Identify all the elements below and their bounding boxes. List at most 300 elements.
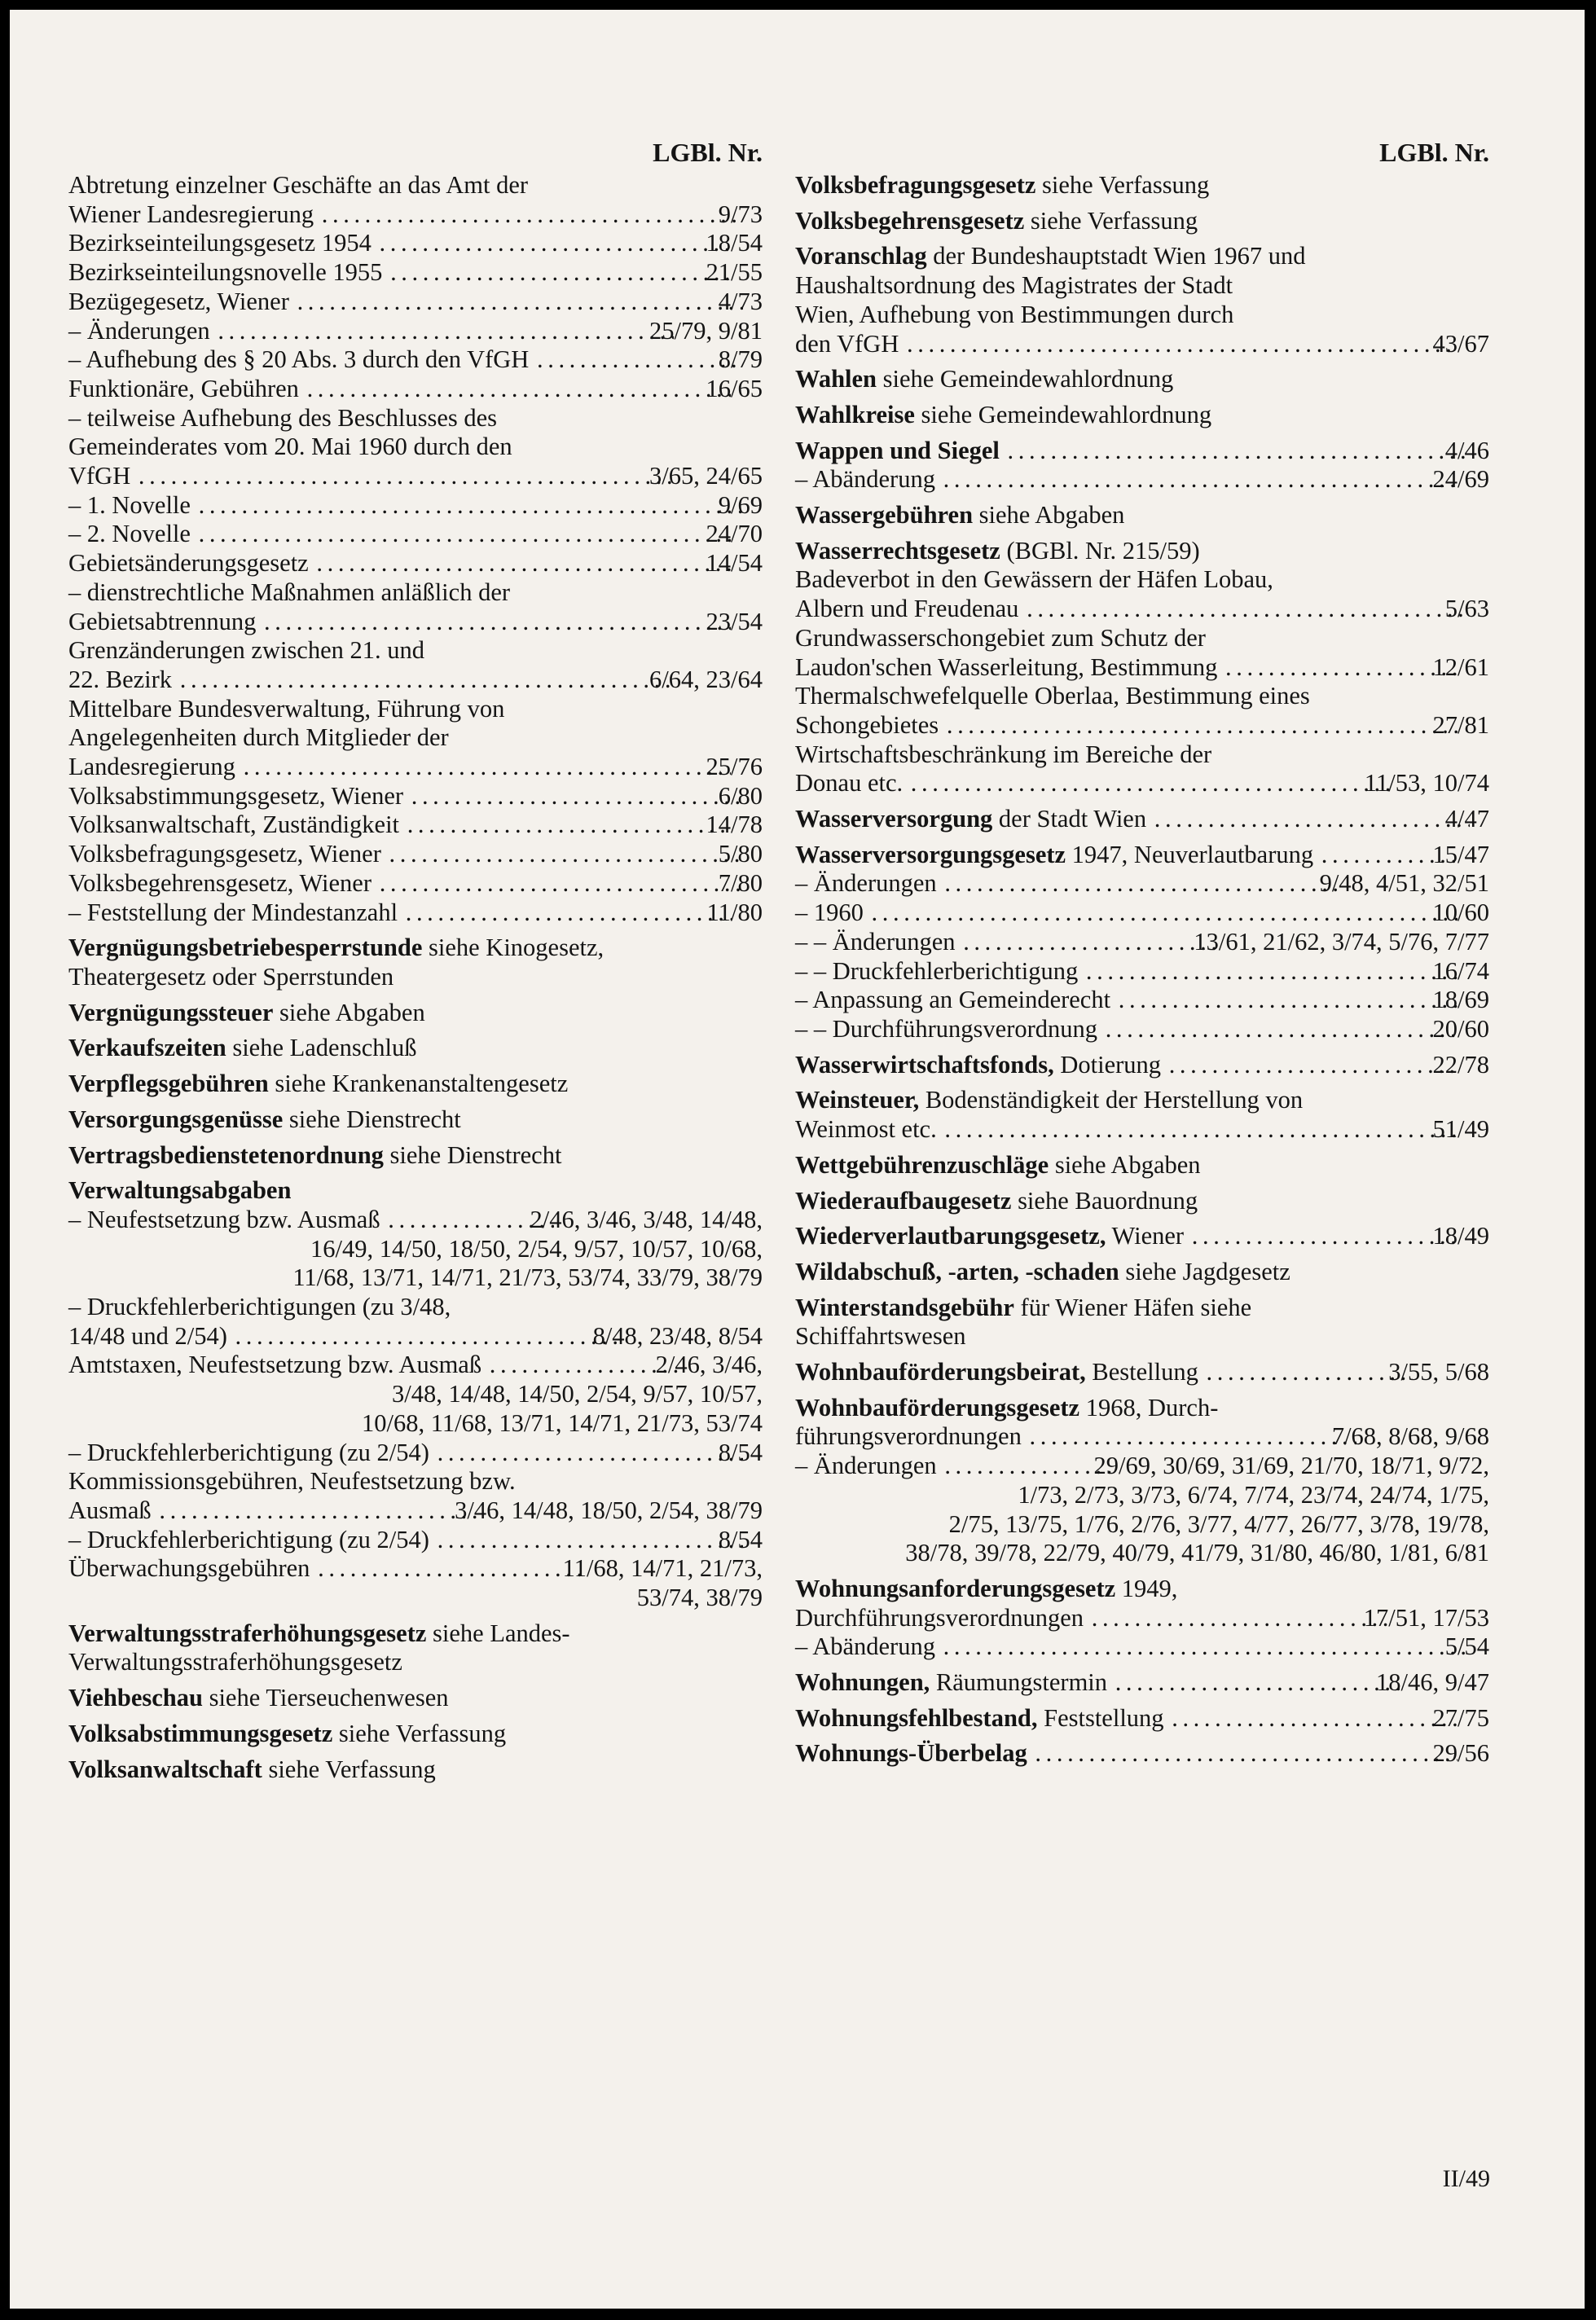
entry-line xyxy=(68,1684,763,1713)
dot-leader xyxy=(867,899,1458,928)
index-entry xyxy=(795,1086,1489,1144)
entry-label: Angelegenheiten durch Mitglieder der xyxy=(68,723,449,752)
entry-label: Wien, Aufhebung von Bestimmungen durch xyxy=(795,300,1234,328)
entry-text xyxy=(68,490,191,521)
index-entry xyxy=(68,1554,763,1612)
dot-leader xyxy=(384,1206,555,1235)
page-number: II/49 xyxy=(1442,2165,1490,2192)
entry-continuation-line: 38/78, 39/78, 22/79, 40/79, 41/79, 31/80, 46/80, 1/81, 6/81 xyxy=(905,1539,1489,1567)
column-header-left xyxy=(68,124,763,171)
entry-text xyxy=(68,868,372,899)
entry-keyword: Wohnungsfehlbestand, xyxy=(795,1703,1038,1732)
entry-label: Wiener Landesregierung xyxy=(68,200,314,228)
entry-text xyxy=(68,695,504,723)
entry-text xyxy=(795,710,939,740)
entry-text xyxy=(68,898,398,928)
gazette-reference: 27/81 xyxy=(1432,710,1489,739)
gazette-reference: 18/49 xyxy=(1432,1222,1489,1250)
entry-line xyxy=(795,1150,1489,1180)
index-entry xyxy=(795,1575,1489,1632)
entry-text xyxy=(68,1720,506,1747)
entry-continuation-line: 10/68, 11/68, 13/71, 14/71, 21/73, 53/74 xyxy=(362,1408,763,1437)
entry-line xyxy=(68,998,763,1028)
gazette-reference: 8/79 xyxy=(718,345,763,374)
entry-line xyxy=(795,652,1489,683)
gazette-reference: 11/80 xyxy=(706,898,763,926)
index-entry xyxy=(68,578,763,636)
index-entry xyxy=(68,1206,763,1293)
entry-line xyxy=(795,1358,1489,1387)
entry-label: siehe Verfassung xyxy=(1024,206,1198,235)
entry-label: – Neufestsetzung bzw. Ausmaß xyxy=(68,1205,380,1233)
index-entry xyxy=(68,1439,763,1468)
entry-keyword: Wohnbauförderungsgesetz xyxy=(795,1393,1080,1421)
entry-text xyxy=(68,963,394,991)
entry-label: Dotierung xyxy=(1053,1050,1162,1079)
entry-text xyxy=(795,242,1306,270)
entry-keyword: Verpflegsgebühren xyxy=(68,1070,269,1098)
entry-label: siehe Dienstrecht xyxy=(383,1140,562,1169)
entry-text xyxy=(795,1151,1201,1179)
entry-text xyxy=(68,781,404,811)
dot-leader xyxy=(312,549,731,578)
entry-keyword: Wasserrechtsgesetz xyxy=(795,536,1000,565)
entry-text xyxy=(795,1422,1022,1452)
dot-leader xyxy=(1220,653,1457,683)
entry-text xyxy=(795,1086,1303,1114)
entry-keyword: Wasserwirtschaftsfonds, xyxy=(795,1050,1054,1079)
entry-line xyxy=(795,1574,1489,1604)
entry-line xyxy=(795,536,1489,566)
dot-leader xyxy=(1150,805,1470,834)
entry-line xyxy=(68,868,763,899)
entry-list-left xyxy=(68,171,763,1784)
entry-text xyxy=(795,329,899,359)
entry-text xyxy=(795,1452,937,1481)
dot-leader xyxy=(231,1322,618,1351)
entry-text xyxy=(795,1668,1108,1698)
entry-line xyxy=(795,986,1489,1015)
index-entry xyxy=(795,537,1489,566)
gazette-reference: 20/60 xyxy=(1432,1014,1489,1043)
entry-text xyxy=(795,595,1019,624)
dot-leader xyxy=(317,200,743,230)
gazette-reference: 22/78 xyxy=(1432,1050,1489,1079)
index-entry xyxy=(68,1351,763,1438)
dot-leader xyxy=(940,869,1344,899)
entry-line xyxy=(795,1422,1489,1452)
entry-line xyxy=(795,1632,1489,1662)
entry-text xyxy=(68,229,372,258)
entry-continuation-line: 3/48, 14/48, 14/50, 2/54, 9/57, 10/57, xyxy=(392,1380,763,1408)
dot-leader xyxy=(375,869,743,899)
dot-leader xyxy=(313,1554,587,1584)
entry-keyword: Verkaufszeiten xyxy=(68,1034,226,1062)
entry-line xyxy=(795,840,1489,870)
gazette-reference: 13/61, 21/62, 3/74, 5/76, 7/77 xyxy=(1194,927,1489,956)
gazette-reference: 25/76 xyxy=(706,753,763,781)
entry-label: – – Änderungen xyxy=(795,927,956,956)
dot-leader xyxy=(385,840,743,869)
entry-label: Thermalschwefelquelle Oberlaa, Bestimmung eines xyxy=(795,682,1310,710)
entry-line xyxy=(68,520,763,549)
entry-line xyxy=(68,549,763,578)
gazette-reference: 18/54 xyxy=(706,229,763,257)
entry-label: – 1960 xyxy=(795,899,864,927)
entry-line xyxy=(795,436,1489,466)
entry-line xyxy=(68,490,763,521)
entry-line xyxy=(68,1293,763,1322)
entry-keyword: Wappen und Siegel xyxy=(795,436,1000,464)
dot-leader xyxy=(194,491,743,521)
gazette-reference: 8/48, 23/48, 8/54 xyxy=(592,1321,763,1350)
entry-line xyxy=(68,200,763,230)
dot-leader xyxy=(1022,595,1469,624)
entry-label: – 2. Novelle xyxy=(68,520,191,548)
entry-text xyxy=(68,578,510,606)
entry-line xyxy=(68,1467,763,1496)
entry-label: Gebietsänderungsgesetz xyxy=(68,549,309,578)
entry-line xyxy=(68,1755,763,1785)
index-entry xyxy=(795,841,1489,870)
entry-text xyxy=(795,1258,1290,1285)
dot-leader xyxy=(902,330,1457,359)
entry-text xyxy=(68,1619,570,1647)
entry-text xyxy=(68,1496,152,1526)
entry-label: siehe Tierseuchenwesen xyxy=(202,1684,449,1712)
index-entry xyxy=(68,229,763,258)
entry-line xyxy=(795,501,1489,530)
entry-line xyxy=(68,1321,763,1351)
entry-line xyxy=(68,316,763,346)
gazette-reference: 6/64, 23/64 xyxy=(649,665,763,693)
index-entry xyxy=(68,1105,763,1135)
dot-leader xyxy=(259,608,730,637)
entry-line xyxy=(68,171,763,200)
entry-label: der Stadt Wien xyxy=(992,805,1147,833)
entry-label: siehe Kinogesetz, xyxy=(422,934,605,962)
entry-text xyxy=(68,316,210,346)
entry-text xyxy=(68,462,131,491)
gazette-reference: 9/73 xyxy=(718,200,763,228)
entry-line xyxy=(795,682,1489,711)
index-entry xyxy=(795,1704,1489,1733)
index-entry xyxy=(68,999,763,1028)
dot-leader xyxy=(292,288,743,317)
entry-line xyxy=(68,840,763,869)
entry-label: Amtstaxen, Neufestsetzung bzw. Ausmaß xyxy=(68,1351,482,1379)
dot-leader xyxy=(194,520,731,549)
entry-label: siehe Abgaben xyxy=(273,998,425,1026)
dot-leader xyxy=(401,899,732,928)
entry-label: siehe Jagdgesetz xyxy=(1119,1257,1290,1285)
index-entry xyxy=(68,345,763,375)
entry-label: Volksabstimmungsgesetz, Wiener xyxy=(68,781,404,810)
gazette-reference: 14/54 xyxy=(706,549,763,578)
entry-keyword: Winterstandsgebühr xyxy=(795,1293,1014,1321)
entry-line xyxy=(68,1070,763,1099)
entry-line xyxy=(795,1393,1489,1423)
entry-text xyxy=(795,1703,1164,1733)
entry-line xyxy=(68,1525,763,1555)
entry-label: für Wiener Häfen siehe xyxy=(1013,1293,1252,1321)
entry-line xyxy=(68,374,763,404)
entry-text xyxy=(795,271,1233,299)
gazette-reference: 24/70 xyxy=(706,520,763,548)
index-column-right xyxy=(795,124,1489,1769)
entry-text xyxy=(68,1648,402,1676)
entry-label: siehe Verfassung xyxy=(262,1755,436,1783)
entry-text xyxy=(795,869,937,899)
entry-label: – 1. Novelle xyxy=(68,490,191,519)
index-entry xyxy=(68,520,763,549)
entry-line xyxy=(68,962,763,992)
entry-line xyxy=(795,1186,1489,1216)
entry-label: Gebietsabtrennung xyxy=(68,607,257,635)
entry-text xyxy=(68,811,400,840)
entry-text xyxy=(68,287,289,317)
entry-label: Landesregierung xyxy=(68,753,235,781)
dot-leader xyxy=(1167,1704,1458,1733)
entry-keyword: Wiederaufbaugesetz xyxy=(795,1186,1012,1215)
entry-text xyxy=(68,171,528,199)
index-entry xyxy=(795,171,1489,200)
entry-label: Ausmaß xyxy=(68,1496,152,1524)
index-entry xyxy=(68,1176,763,1206)
entry-text xyxy=(68,665,173,695)
entry-label: – Druckfehlerberichtigung (zu 2/54) xyxy=(68,1525,429,1553)
entry-label: Badeverbot in den Gewässern der Häfen Lobau, xyxy=(795,565,1273,594)
gazette-reference: 27/75 xyxy=(1432,1703,1489,1732)
entry-line xyxy=(68,1176,763,1206)
entry-line xyxy=(795,465,1489,494)
entry-text xyxy=(68,1205,380,1235)
entry-text xyxy=(68,1467,516,1495)
dot-leader xyxy=(134,462,674,491)
entry-line xyxy=(68,229,763,258)
entry-label: – Änderungen xyxy=(795,869,937,898)
entry-text xyxy=(795,927,956,957)
entry-line xyxy=(795,1603,1489,1633)
entry-label: – – Druckfehlerberichtigung xyxy=(795,956,1079,985)
entry-label: Bezirkseinteilungsnovelle 1955 xyxy=(68,258,383,287)
dot-leader xyxy=(175,666,674,695)
dot-leader xyxy=(1087,1604,1388,1633)
index-entry xyxy=(795,1051,1489,1080)
entry-keyword: Volksanwaltschaft xyxy=(68,1755,262,1783)
gazette-reference: 9/69 xyxy=(718,490,763,519)
entry-label: Volksbefragungsgesetz, Wiener xyxy=(68,840,381,868)
entry-line xyxy=(68,1105,763,1135)
entry-label: Mittelbare Bundesverwaltung, Führung von xyxy=(68,694,505,723)
gazette-reference: 3/65, 24/65 xyxy=(649,462,763,490)
entry-line xyxy=(795,956,1489,986)
index-entry xyxy=(68,317,763,346)
entry-text xyxy=(68,1070,568,1097)
gazette-reference: 8/54 xyxy=(718,1438,763,1466)
entry-text xyxy=(795,501,1124,529)
dot-leader xyxy=(155,1496,479,1526)
entry-text xyxy=(68,999,425,1026)
entry-text xyxy=(68,753,235,782)
entry-text xyxy=(68,1141,561,1169)
entry-line xyxy=(68,258,763,288)
index-entry xyxy=(68,1755,763,1785)
entry-line xyxy=(68,1351,763,1380)
entry-text xyxy=(795,840,1314,870)
index-entry xyxy=(795,1015,1489,1044)
entry-keyword: Wahlkreise xyxy=(795,400,915,428)
dot-leader xyxy=(1114,986,1457,1015)
entry-line xyxy=(68,433,763,462)
entry-label: siehe Dienstrecht xyxy=(283,1105,461,1133)
entry-text xyxy=(795,805,1147,834)
index-entry xyxy=(795,1294,1489,1351)
entry-label: – Änderungen xyxy=(68,316,210,345)
entry-text xyxy=(795,1603,1084,1633)
entry-text xyxy=(68,433,512,460)
entry-label: Theatergesetz oder Sperrstunden xyxy=(68,962,394,991)
entry-text xyxy=(795,769,904,798)
entry-label: – – Durchführungsverordnung xyxy=(795,1014,1098,1043)
entry-text xyxy=(68,1755,436,1783)
gazette-reference: 12/61 xyxy=(1432,652,1489,681)
entry-label: Haushaltsordnung des Magistrates der Stadt xyxy=(795,271,1233,300)
entry-keyword: Wettgebührenzuschläge xyxy=(795,1150,1049,1179)
index-entry xyxy=(795,1187,1489,1216)
entry-line xyxy=(68,1554,763,1584)
entry-label: siehe Abgaben xyxy=(973,501,1125,529)
gazette-reference: 18/69 xyxy=(1432,986,1489,1014)
entry-line xyxy=(68,1438,763,1468)
entry-label: Durchführungsverordnungen xyxy=(795,1603,1084,1632)
entry-line xyxy=(795,329,1489,359)
entry-text xyxy=(795,1322,966,1350)
dot-leader xyxy=(433,1526,743,1555)
entry-keyword: Vertragsbedienstetenordnung xyxy=(68,1140,384,1169)
entry-text xyxy=(795,899,864,928)
dot-leader xyxy=(939,465,1458,494)
index-entry xyxy=(795,207,1489,236)
gazette-reference: 51/49 xyxy=(1432,1115,1489,1144)
dot-leader xyxy=(485,1351,680,1380)
entry-text xyxy=(795,436,1000,466)
dot-leader xyxy=(1164,1051,1458,1080)
entry-line xyxy=(795,206,1489,236)
entry-line xyxy=(795,1222,1489,1251)
entry-keyword: Versorgungsgenüsse xyxy=(68,1105,284,1133)
entry-text xyxy=(68,1176,291,1204)
entry-label: Verwaltungsstraferhöhungsgesetz xyxy=(68,1648,402,1676)
entry-text xyxy=(68,1554,310,1584)
entry-label: den VfGH xyxy=(795,329,899,358)
index-entry xyxy=(68,404,763,491)
index-entry xyxy=(795,1151,1489,1180)
index-entry xyxy=(795,805,1489,834)
dot-leader xyxy=(1101,1015,1458,1044)
entry-label: Schongebietes xyxy=(795,710,939,739)
entry-label: – teilweise Aufhebung des Beschlusses des xyxy=(68,403,498,432)
dot-leader xyxy=(375,229,731,258)
entry-keyword: Wohnungsanforderungsgesetz xyxy=(795,1574,1116,1602)
gazette-reference: 14/78 xyxy=(706,811,763,839)
entry-line xyxy=(795,1115,1489,1145)
gazette-reference: 16/65 xyxy=(706,374,763,402)
entry-text xyxy=(68,1293,451,1320)
gazette-reference: 43/67 xyxy=(1432,329,1489,358)
entry-keyword: Wiederverlautbarungsgesetz, xyxy=(795,1222,1106,1250)
entry-label: Wiener xyxy=(1106,1222,1185,1250)
index-entry xyxy=(68,695,763,782)
entry-text xyxy=(795,986,1111,1015)
entry-keyword: Wohnbauförderungsbeirat, xyxy=(795,1358,1086,1386)
dot-leader xyxy=(1031,1739,1458,1769)
index-entry xyxy=(795,1358,1489,1387)
entry-label: VfGH xyxy=(68,462,131,490)
entry-line xyxy=(68,898,763,928)
entry-text xyxy=(68,607,257,637)
index-entry xyxy=(795,1739,1489,1769)
dot-leader xyxy=(402,811,730,840)
entry-label: siehe Verfassung xyxy=(1035,171,1210,199)
entry-line xyxy=(795,300,1489,330)
entry-label: Bodenständigkeit der Herstellung von xyxy=(919,1086,1304,1114)
entry-label: Gemeinderates vom 20. Mai 1960 durch den xyxy=(68,433,512,461)
entry-keyword: Volksbefragungsgesetz xyxy=(795,171,1036,199)
entry-line xyxy=(68,753,763,782)
entry-label: – dienstrechtliche Maßnahmen anläßlich der xyxy=(68,578,511,606)
index-entry xyxy=(68,1070,763,1099)
entry-text xyxy=(68,934,604,961)
gazette-reference: 10/60 xyxy=(1432,899,1489,927)
entry-line xyxy=(795,242,1489,271)
index-entry xyxy=(795,1258,1489,1287)
entry-label: Volksanwaltschaft, Zuständigkeit xyxy=(68,811,400,839)
entry-label: – Feststellung der Mindestanzahl xyxy=(68,898,398,926)
entry-label: – Abänderung xyxy=(795,1632,935,1661)
index-entry xyxy=(68,1293,763,1351)
entry-label: Funktionäre, Gebühren xyxy=(68,374,299,402)
entry-line xyxy=(68,694,763,724)
column-header-label: LGBl. Nr. xyxy=(1379,138,1489,168)
index-entry xyxy=(68,491,763,521)
entry-label: Grenzänderungen zwischen 21. und xyxy=(68,636,425,665)
column-header-label: LGBl. Nr. xyxy=(653,138,763,168)
entry-text xyxy=(795,537,1200,565)
gazette-reference: 5/63 xyxy=(1444,595,1489,623)
entry-line xyxy=(795,365,1489,394)
entry-text xyxy=(795,365,1173,393)
entry-line xyxy=(795,1703,1489,1733)
dot-leader xyxy=(942,711,1457,740)
gazette-reference: 2/46, 3/46, 3/48, 14/48, xyxy=(530,1205,763,1233)
entry-keyword: Wahlen xyxy=(795,365,877,393)
index-entry xyxy=(795,437,1489,466)
gazette-reference: 4/73 xyxy=(718,287,763,315)
entry-line xyxy=(795,1014,1489,1044)
entry-text xyxy=(795,1115,937,1145)
entry-line xyxy=(795,1322,1489,1351)
index-entry xyxy=(68,1526,763,1555)
entry-text xyxy=(795,652,1218,683)
entry-continuation-line: 16/49, 14/50, 18/50, 2/54, 9/57, 10/57, 10/68, xyxy=(310,1234,763,1263)
entry-keyword: Verwaltungsstraferhöhungsgesetz xyxy=(68,1619,427,1647)
index-entry xyxy=(795,899,1489,928)
index-entry xyxy=(795,957,1489,986)
entry-label: Bestellung xyxy=(1085,1358,1198,1386)
entry-line xyxy=(68,607,763,637)
index-entry xyxy=(68,1141,763,1171)
